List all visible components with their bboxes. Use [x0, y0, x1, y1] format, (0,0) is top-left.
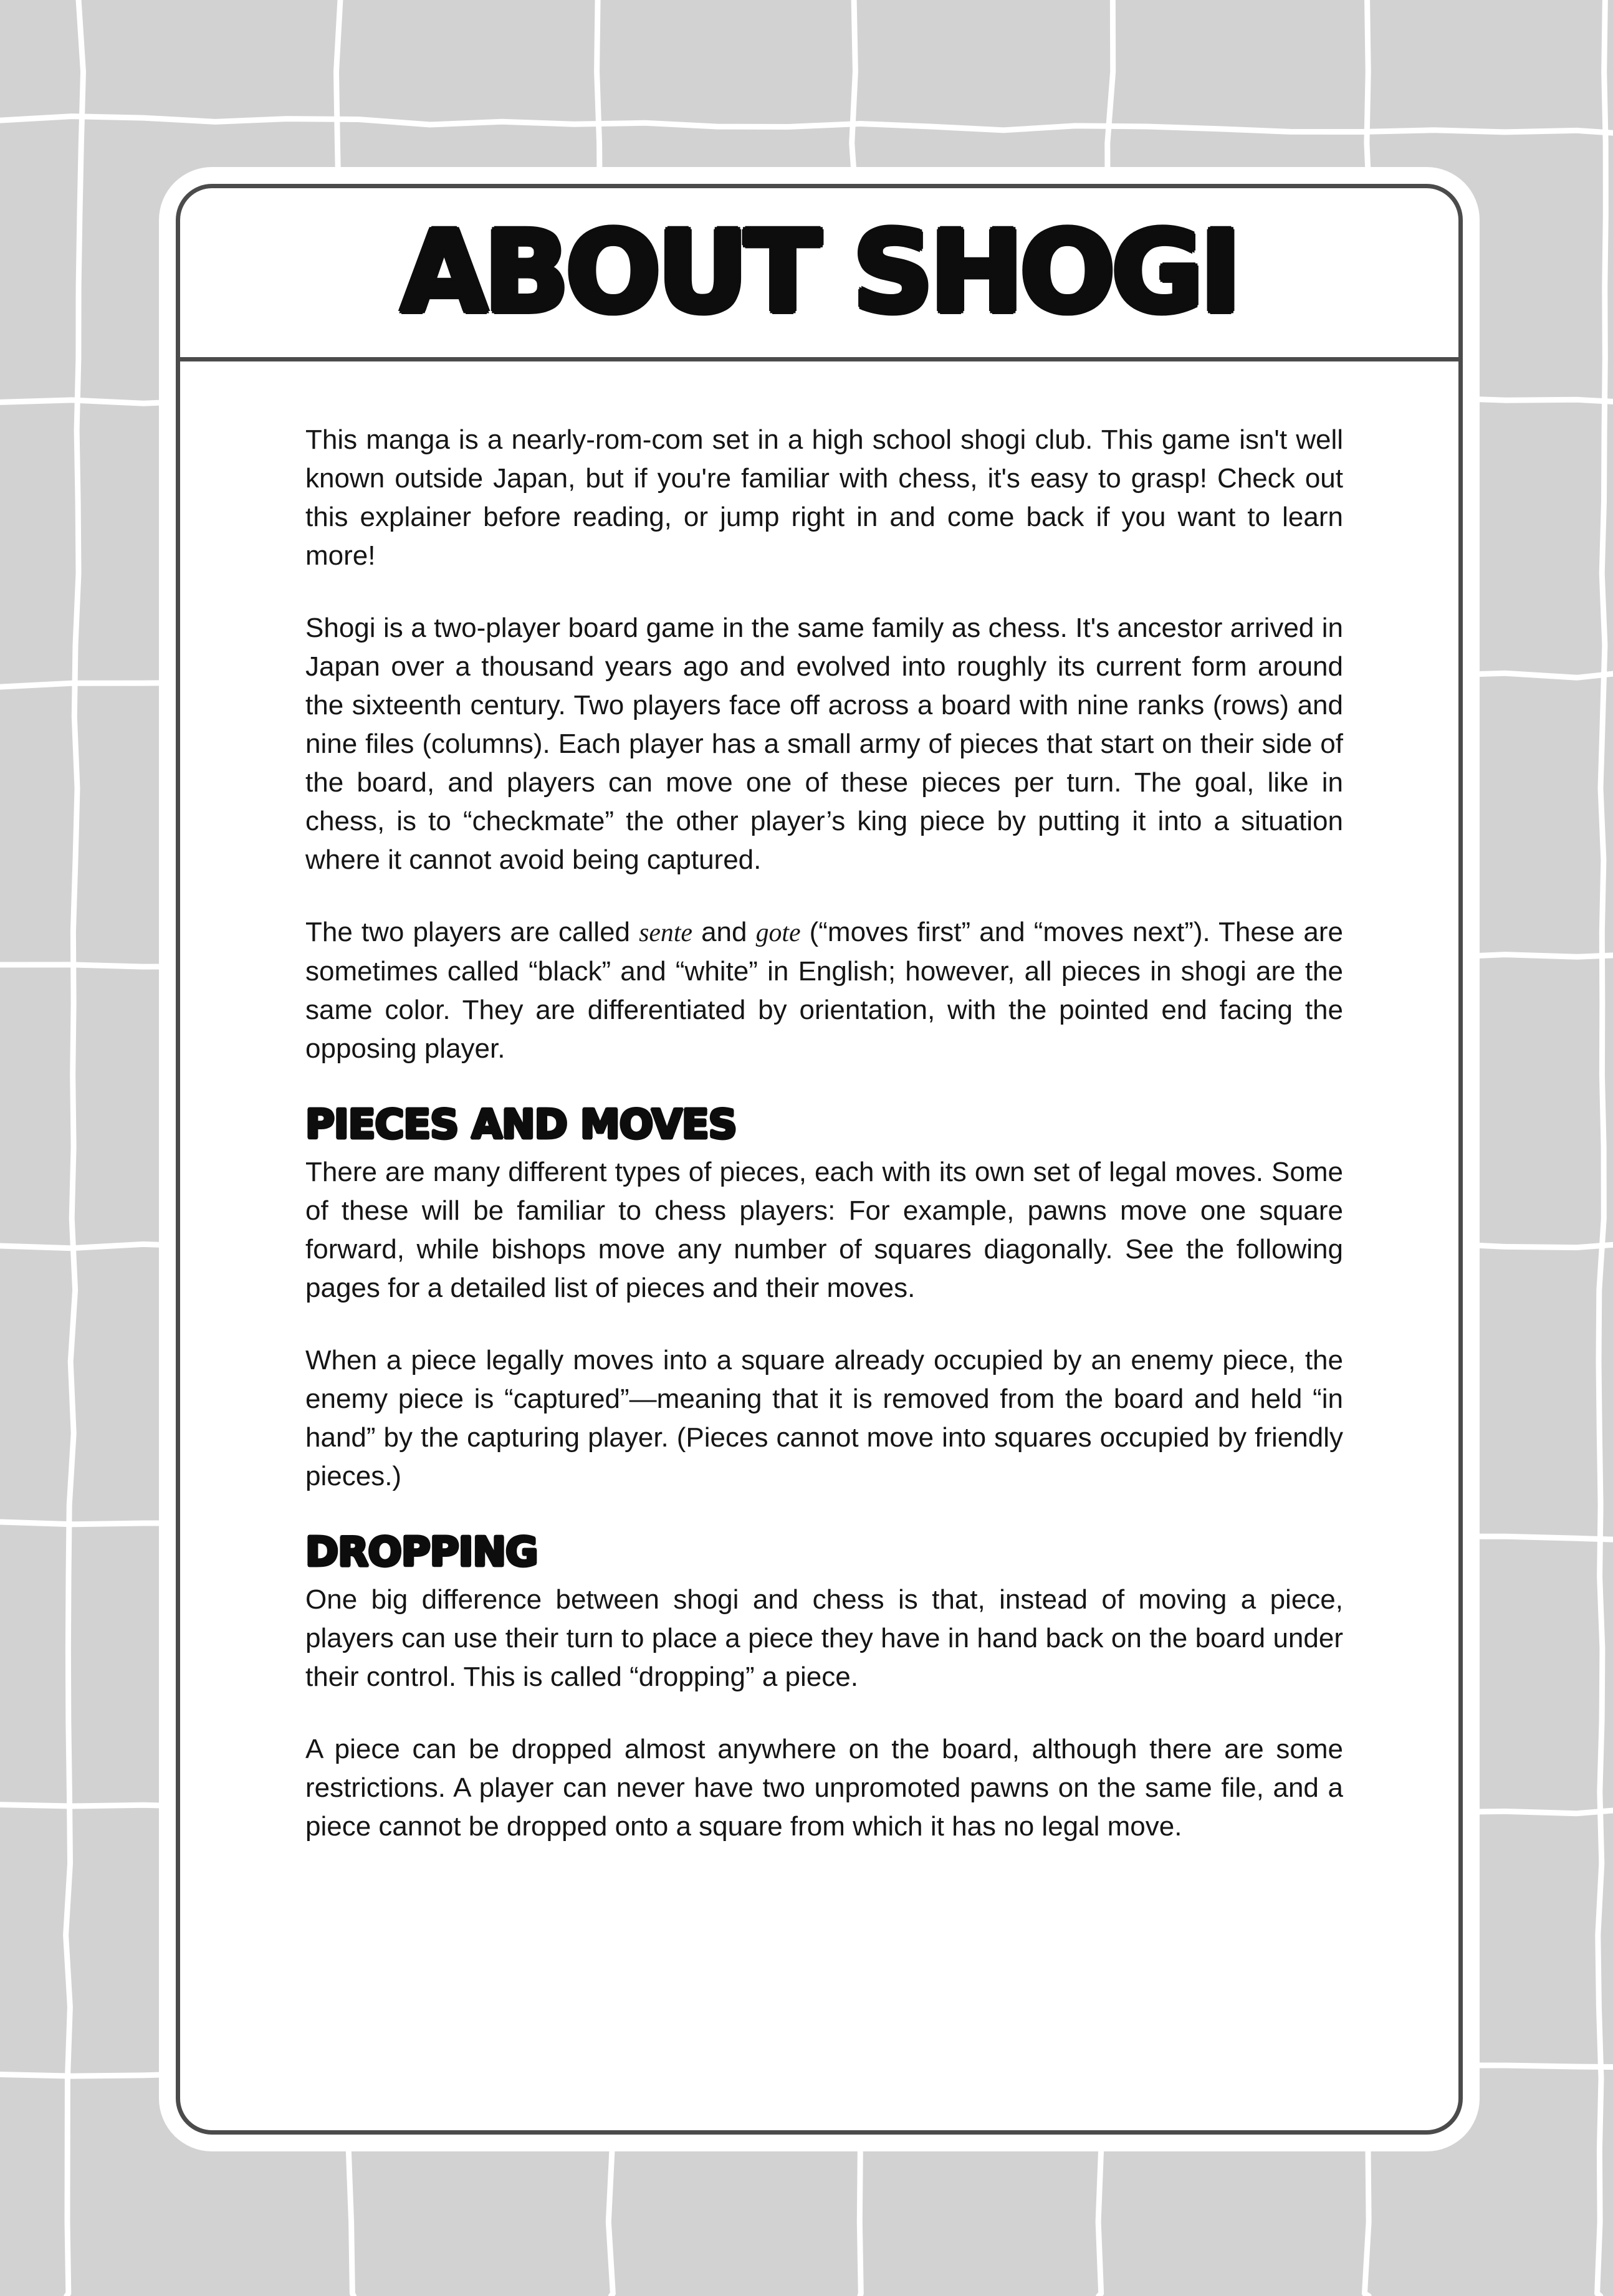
- paragraph: [305, 1730, 1343, 1846]
- italic-term: gote: [755, 919, 801, 947]
- text-run: Shogi is a two-player board game in the same family as chess. It's ancestor arrived in Japan over a thousand years ago and evolved into roughly its current form around the sixteenth century. Two players face off across a board with nine ranks (rows) and nine files (columns). Each player has a small army of pieces that start on their side of the board, and players can move one of these pieces per turn. The goal, like in chess, is to “checkmate” the other player’s king piece by putting it into a situation where it cannot avoid being captured.: [305, 613, 1343, 875]
- paragraph: [305, 913, 1343, 1068]
- card-header: [180, 188, 1458, 361]
- grid-line-horizontal: [0, 117, 1613, 133]
- section-dropping: [305, 1531, 1343, 1846]
- section-heading: PIECES AND MOVES: [305, 1102, 737, 1148]
- intro-paragraphs: [305, 421, 1343, 1068]
- section-heading: DROPPING: [305, 1529, 538, 1576]
- paragraph: [305, 609, 1343, 879]
- text-run: When a piece legally moves into a square already occupied by an enemy piece, the enemy piece is “captured”—meaning that it is removed from the board and held “in hand” by the capturing player. (Pieces cannot move into squares occupied by friendly pieces.): [305, 1345, 1343, 1491]
- paragraph: [305, 1341, 1343, 1496]
- section-paragraphs: [305, 1581, 1343, 1846]
- grid-line-vertical: [1597, 0, 1606, 2296]
- section-pieces-and-moves: [305, 1103, 1343, 1496]
- paragraph: [305, 1153, 1343, 1308]
- about-card: [176, 184, 1463, 2135]
- text-run: This manga is a nearly-rom-com set in a high school shogi club. This game isn't well known outside Japan, but if you're familiar with chess, it's easy to grasp! Check out this explainer before reading, or jump right in and come back if you want to learn more!: [305, 424, 1343, 571]
- page-title: ABOUT SHOGI: [400, 207, 1238, 338]
- paragraph: [305, 421, 1343, 575]
- text-run: One big difference between shogi and chess is that, instead of moving a piece, players can use their turn to place a piece they have in hand back on the board under their control. This is called “dropping” a piece.: [305, 1584, 1343, 1692]
- text-run: (“moves first” and “moves next”). These are sometimes called “black” and “white” in English; however, all pieces in shogi are the same color. They are differentiated by orientation, with the pointed end facing the opposing player.: [305, 917, 1343, 1064]
- text-run: There are many different types of pieces, each with its own set of legal moves. Some of these will be familiar to chess players: For example, pawns move one square forward, while bishops move any number of squares diagonally. See the following pages for a detailed list of pieces and their moves.: [305, 1157, 1343, 1303]
- section-paragraphs: [305, 1153, 1343, 1496]
- card-body: [180, 361, 1458, 1846]
- grid-line-vertical: [66, 0, 84, 2296]
- text-run: A piece can be dropped almost anywhere on the board, although there are some restrictions. A player can never have two unpromoted pawns on the same file, and a piece cannot be dropped onto a square from which it has no legal move.: [305, 1734, 1343, 1842]
- text-run: and: [692, 917, 756, 947]
- text-run: The two players are called: [305, 917, 639, 947]
- paragraph: [305, 1581, 1343, 1696]
- italic-term: sente: [639, 919, 692, 947]
